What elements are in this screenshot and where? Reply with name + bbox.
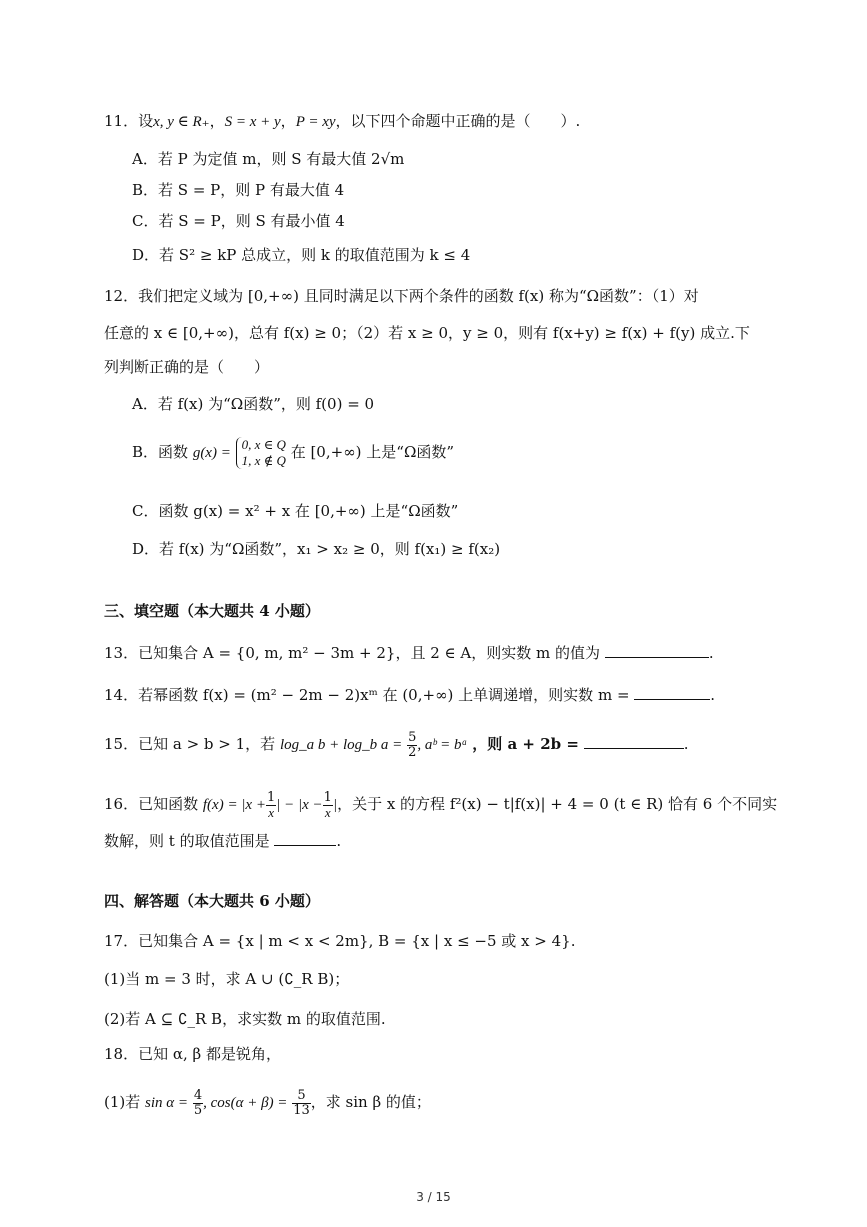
q16-prefix: 16．已知函数 (104, 795, 199, 813)
q11-stem-tail: ，以下四个命题中正确的是（ ）. (335, 112, 581, 130)
q15-prefix: 15．已知 a > b > 1，若 (104, 735, 276, 753)
q18-cos-ab: , cos(α + β) = (203, 1095, 288, 1111)
q12-option-a: A．若 f(x) 为“Ω函数”，则 f(0) = 0 (132, 395, 375, 413)
q14 (104, 684, 715, 706)
q12-line3: 列判断正确的是（ ） (104, 358, 270, 376)
q12-option-b (132, 432, 454, 473)
q15-end: . (683, 735, 689, 753)
q16-line2-text: 数解，则 t 的取值范围是 (104, 832, 270, 850)
q16-frac2 (323, 791, 333, 820)
q11-option-a: A．若 P 为定值 m，则 S 有最大值 2√m (132, 150, 405, 168)
q15-suffix: ，则 a + 2b = (472, 735, 579, 753)
q16-answer-blank[interactable] (274, 831, 336, 846)
section-solve-title: 四、解答题（本大题共 6 小题） (104, 892, 320, 910)
q13-end: . (708, 644, 714, 662)
q12-option-d: D．若 f(x) 为“Ω函数”，x₁ > x₂ ≥ 0，则 f(x₁) ≥ f(x₂) (132, 540, 501, 558)
q15-eq-a: log_a b + log_b a = (279, 737, 403, 753)
q17-stem: 17．已知集合 A = {x | m < x < 2m}, B = {x | x ≤ −5 或 x > 4}. (104, 932, 576, 950)
q18-frac2-num: 5 (292, 1089, 311, 1104)
q15-num: 5 (408, 729, 417, 745)
section-fill-in-title: 三、填空题（本大题共 4 小题） (104, 602, 320, 620)
q18-frac2 (292, 1089, 311, 1118)
q18-part1 (104, 1082, 431, 1123)
q12-b-case1: 0, x ∈ Q (241, 437, 286, 452)
q12-b-piecewise (236, 437, 286, 469)
q18-p1-prefix: (1)若 (104, 1093, 141, 1111)
q12-b-prefix: B．函数 (132, 443, 189, 461)
q11-option-d: D．若 S² ≥ kP 总成立，则 k 的取值范围为 k ≤ 4 (132, 246, 471, 264)
q11-cond1: x, y ∈ R₊ (153, 114, 210, 130)
q11-cond3: P = xy (295, 114, 336, 130)
q16-close: | (332, 797, 338, 813)
q12-option-c: C．函数 g(x) = x² + x 在 [0,+∞) 上是“Ω函数” (132, 502, 459, 520)
q15 (104, 724, 689, 765)
q11-cond2: S = x + y (224, 114, 281, 130)
q16-end: . (336, 832, 342, 850)
q18-frac1-den: 5 (193, 1102, 203, 1118)
q15-den: 2 (408, 744, 417, 760)
q12-b-case2: 1, x ∉ Q (241, 453, 286, 468)
page-number: 3 / 15 (416, 1190, 451, 1204)
q16-fx: f(x) = |x + (202, 797, 266, 813)
q13-text: 13．已知集合 A = {0, m, m² − 3m + 2}，且 2 ∈ A，则实数 m 的值为 (104, 644, 601, 662)
q17-part1: (1)当 m = 3 时，求 A ∪ (∁_R B)； (104, 970, 350, 988)
q17-part2: (2)若 A ⊆ ∁_R B，求实数 m 的取值范围. (104, 1010, 386, 1028)
q15-eq-b: , aᵇ = bᵃ (417, 737, 468, 753)
q18-p1-suffix: ，求 sin β 的值； (310, 1093, 431, 1111)
q18-frac2-den: 13 (293, 1102, 310, 1118)
q16-line2 (104, 830, 341, 852)
q16-frac1-num: 1 (266, 789, 276, 805)
q12-line1: 12．我们把定义域为 [0,+∞) 且同时满足以下两个条件的函数 f(x) 称为“Ω函数”：（1）对 (104, 287, 699, 305)
q11-stem: 11．设x, y ∈ R₊，S = x + y，P = xy，以下四个命题中正确的是（ ）. (104, 112, 581, 130)
q16-frac2-den: x (324, 804, 331, 820)
q16-mid: | − |x − (276, 797, 323, 813)
q11-stem-label: 11．设 (104, 112, 154, 130)
q16-frac1-den: x (268, 804, 274, 820)
q11-option-b: B．若 S = P，则 P 有最大值 4 (132, 181, 345, 199)
q18-frac1 (193, 1089, 203, 1118)
q16-frac2-num: 1 (323, 789, 332, 805)
q12-line2: 任意的 x ∈ [0,+∞)，总有 f(x) ≥ 0；（2）若 x ≥ 0，y ≥ 0，则有 f(x+y) ≥ f(x) + f(y) 成立.下 (104, 324, 750, 342)
q18-stem: 18．已知 α, β 都是锐角， (104, 1045, 281, 1063)
q13 (104, 642, 714, 664)
q16-line1 (104, 784, 777, 825)
q14-end: . (710, 686, 716, 704)
q15-fraction (407, 731, 417, 760)
q16-frac1 (266, 791, 276, 820)
q15-answer-blank[interactable] (584, 734, 684, 749)
q16-rest: ，关于 x 的方程 f²(x) − t|f(x)| + 4 = 0 (t ∈ R) 恰有 6 个不同实 (337, 795, 778, 813)
q14-text: 14．若幂函数 f(x) = (m² − 2m − 2)xᵐ 在 (0,+∞) 上单调递增，则实数 m = (104, 686, 630, 704)
q14-answer-blank[interactable] (634, 685, 710, 700)
q12-b-suffix: 在 [0,+∞) 上是“Ω函数” (290, 443, 455, 461)
q18-sin-alpha: sin α = (145, 1095, 189, 1111)
q12-b-gx: g(x) = (192, 445, 231, 461)
q18-frac1-num: 4 (193, 1087, 203, 1103)
q11-option-c: C．若 S = P，则 S 有最小值 4 (132, 212, 345, 230)
q13-answer-blank[interactable] (605, 643, 709, 658)
